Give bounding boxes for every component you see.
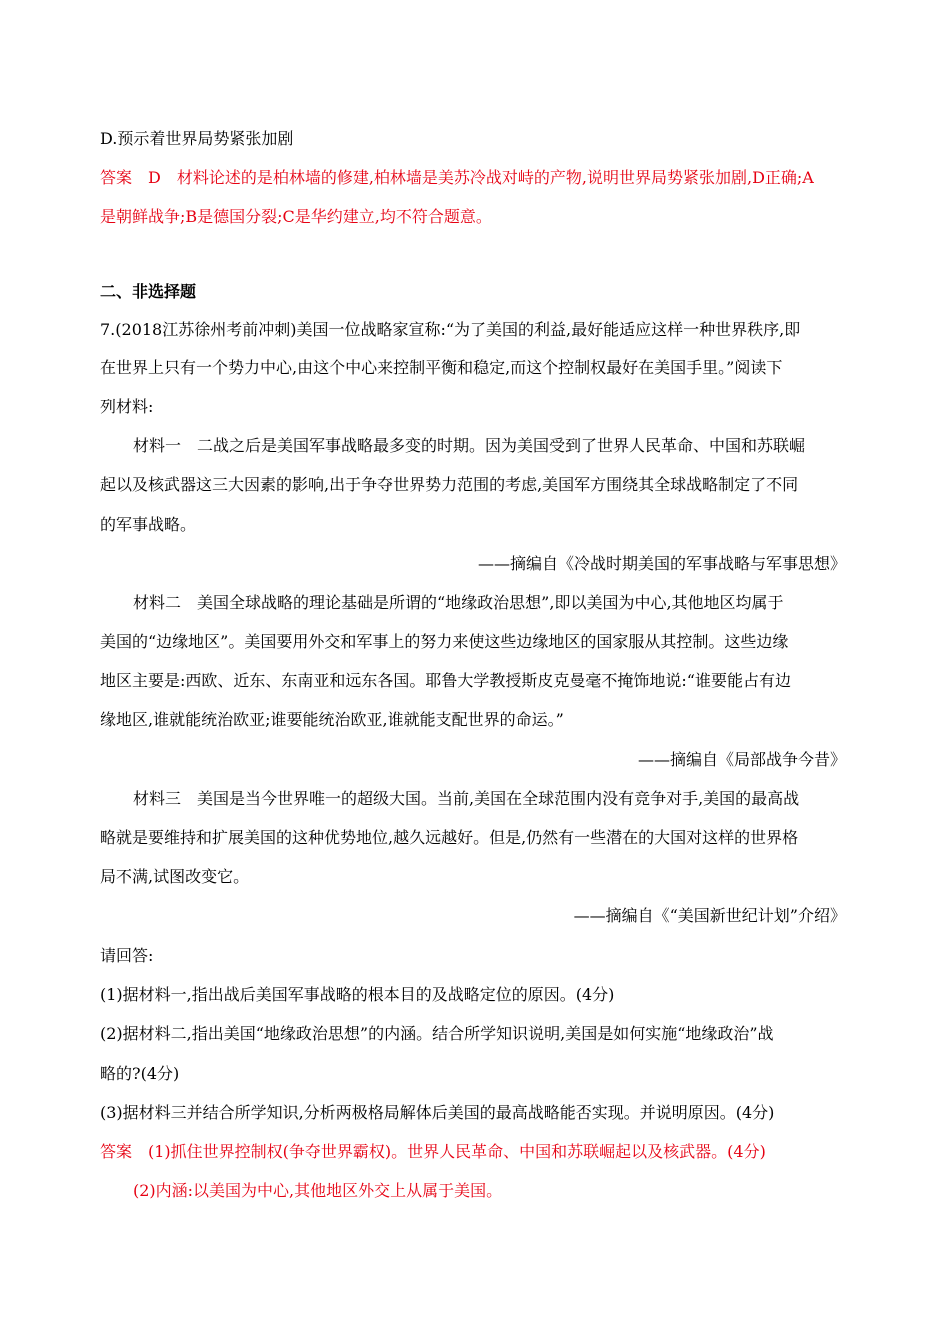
- material2-line-1: 材料二 美国全球战略的理论基础是所谓的“地缘政治思想”,即以美国为中心,其他地区均属于: [133, 593, 784, 612]
- question-3: (3)据材料三并结合所学知识,分析两极格局解体后美国的最高战略能否实现。并说明原因。(4分): [100, 1103, 775, 1122]
- material1-line-1: 材料一 二战之后是美国军事战略最多变的时期。因为美国受到了世界人民革命、中国和苏联崛: [133, 436, 806, 455]
- material1-line-3: 的军事战略。: [100, 515, 197, 534]
- material3-line-3: 局不满,试图改变它。: [100, 867, 250, 886]
- material2-line-3: 地区主要是:西欧、近东、东南亚和远东各国。耶鲁大学教授斯皮克曼毫不掩饰地说:“谁要能占有边: [100, 671, 791, 690]
- q6-answer-line-1: 答案 D 材料论述的是柏林墙的修建,柏林墙是美苏冷战对峙的产物,说明世界局势紧张加剧,D正确;A: [100, 168, 814, 187]
- q7-answer-1: 答案 (1)抓住世界控制权(争夺世界霸权)。世界人民革命、中国和苏联崛起以及核武器。(4分): [100, 1142, 766, 1161]
- q7-intro-line-1: 7.(2018江苏徐州考前冲刺)美国一位战略家宣称:“为了美国的利益,最好能适应这样一种世界秩序,即: [100, 320, 801, 339]
- question-2-line-1: (2)据材料二,指出美国“地缘政治思想”的内涵。结合所学知识说明,美国是如何实施“地缘政治”战: [100, 1024, 774, 1043]
- material2-line-4: 缘地区,谁就能统治欧亚;谁要能统治欧亚,谁就能支配世界的命运。”: [100, 710, 564, 729]
- material2-line-2: 美国的“边缘地区”。美国要用外交和军事上的努力来使这些边缘地区的国家服从其控制。这些边缘: [100, 632, 789, 651]
- material1-line-2: 起以及核武器这三大因素的影响,出于争夺世界势力范围的考虑,美国军方围绕其全球战略制定了不同: [100, 475, 799, 494]
- q7-answer-2: (2)内涵:以美国为中心,其他地区外交上从属于美国。: [133, 1181, 503, 1200]
- question-1: (1)据材料一,指出战后美国军事战略的根本目的及战略定位的原因。(4分): [100, 985, 615, 1004]
- section-heading: 二、非选择题: [100, 282, 197, 301]
- material3-line-2: 略就是要维持和扩展美国的这种优势地位,越久远越好。但是,仍然有一些潜在的大国对这样的世界格: [100, 828, 799, 847]
- q7-intro-line-3: 列材料:: [100, 397, 154, 416]
- q6-answer-line-2: 是朝鲜战争;B是德国分裂;C是华约建立,均不符合题意。: [100, 207, 492, 226]
- question-2-line-2: 略的?(4分): [100, 1064, 180, 1083]
- material1-source: ——摘编自《冷战时期美国的军事战略与军事思想》: [477, 554, 846, 573]
- material3-source: ——摘编自《“美国新世纪计划”介绍》: [573, 906, 846, 925]
- q6-option-d: D.预示着世界局势紧张加剧: [100, 129, 294, 148]
- q7-intro-line-2: 在世界上只有一个势力中心,由这个中心来控制平衡和稳定,而这个控制权最好在美国手里。”阅读下: [100, 358, 783, 377]
- answer-prompt: 请回答:: [100, 946, 154, 965]
- material2-source: ——摘编自《局部战争今昔》: [637, 750, 846, 769]
- material3-line-1: 材料三 美国是当今世界唯一的超级大国。当前,美国在全球范围内没有竞争对手,美国的最高战: [133, 789, 800, 808]
